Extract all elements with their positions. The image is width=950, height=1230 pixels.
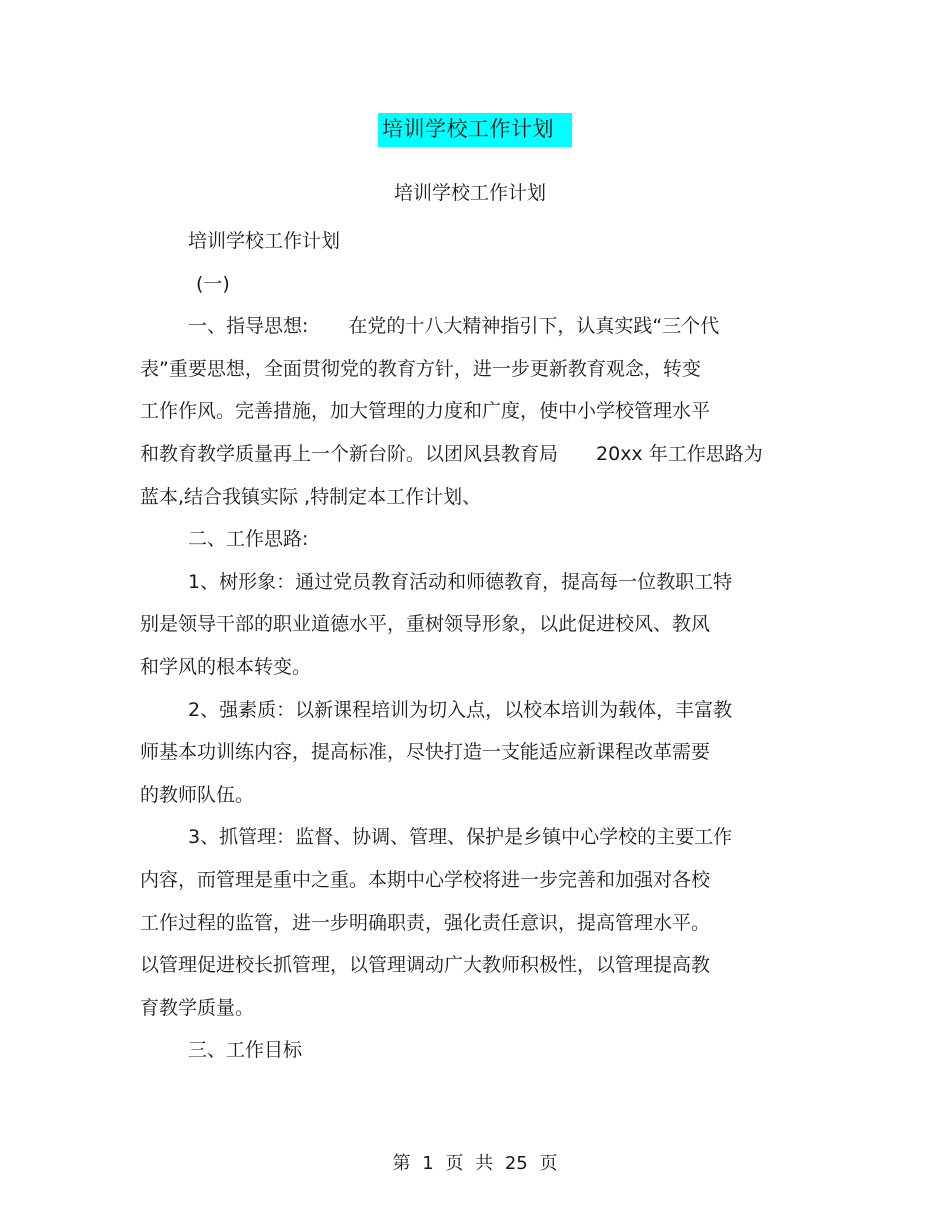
paragraph-line: 蓝本,结合我镇实际 ,特制定本工作计划、: [140, 485, 482, 508]
page-footer: 第 1 页 共 25 页: [392, 1153, 558, 1174]
document-title: 培训学校工作计划: [378, 113, 572, 147]
paragraph-line: 以管理促进校长抓管理，以管理调动广大教师积极性，以管理提高教: [140, 954, 711, 977]
paragraph-line: [140, 305, 810, 348]
title-container: [0, 113, 950, 147]
paragraph-text: 和教育教学质量再上一个新台阶。以团风县教育局: [140, 442, 559, 465]
paragraph-line: 3、抓管理：监督、协调、管理、保护是乡镇中心学校的主要工作: [188, 826, 733, 849]
paragraph-line: 表”重要思想，全面贯彻党的教育方针，进一步更新教育观念，转变: [140, 357, 701, 380]
paragraph-line: [140, 433, 810, 476]
paragraph-line: 工作作风。完善措施，加大管理的力度和广度，使中小学校管理水平: [140, 400, 711, 423]
paragraph-line: 和学风的根本转变。: [140, 655, 312, 678]
paragraph-line: 2、强素质：以新课程培训为切入点，以校本培训为载体，丰富教: [188, 698, 733, 721]
paragraph-line: 育教学质量。: [140, 996, 255, 1019]
document-subtitle: 培训学校工作计划: [393, 182, 546, 204]
paragraph-line: 内容，而管理是重中之重。本期中心学校将进一步完善和加强对各校: [140, 868, 711, 891]
document-body: [140, 220, 810, 1072]
section-heading: 二、工作思路:: [188, 528, 309, 551]
section-heading: 一、指导思想:: [188, 315, 309, 338]
section-heading: 三、工作目标: [188, 1039, 303, 1062]
paragraph-line: 1、树形象：通过党员教育活动和师德教育，提高每一位教职工特: [188, 570, 733, 593]
paragraph-text: 20xx 年工作思路为: [596, 442, 763, 465]
paragraph-line: 的教师队伍。: [140, 783, 255, 806]
paragraph-line: 别是领导干部的职业道德水平，重树领导形象，以此促进校风、教风: [140, 613, 711, 636]
body-heading: 培训学校工作计划: [188, 230, 341, 252]
paragraph-line: 工作过程的监管，进一步明确职责，强化责任意识，提高管理水平。: [140, 911, 711, 934]
section-mark: (一): [196, 272, 230, 295]
paragraph-text: 在党的十八大精神指引下，认真实践“三个代: [348, 315, 720, 338]
paragraph-line: 师基本功训练内容，提高标准，尽快打造一支能适应新课程改革需要: [140, 741, 711, 764]
